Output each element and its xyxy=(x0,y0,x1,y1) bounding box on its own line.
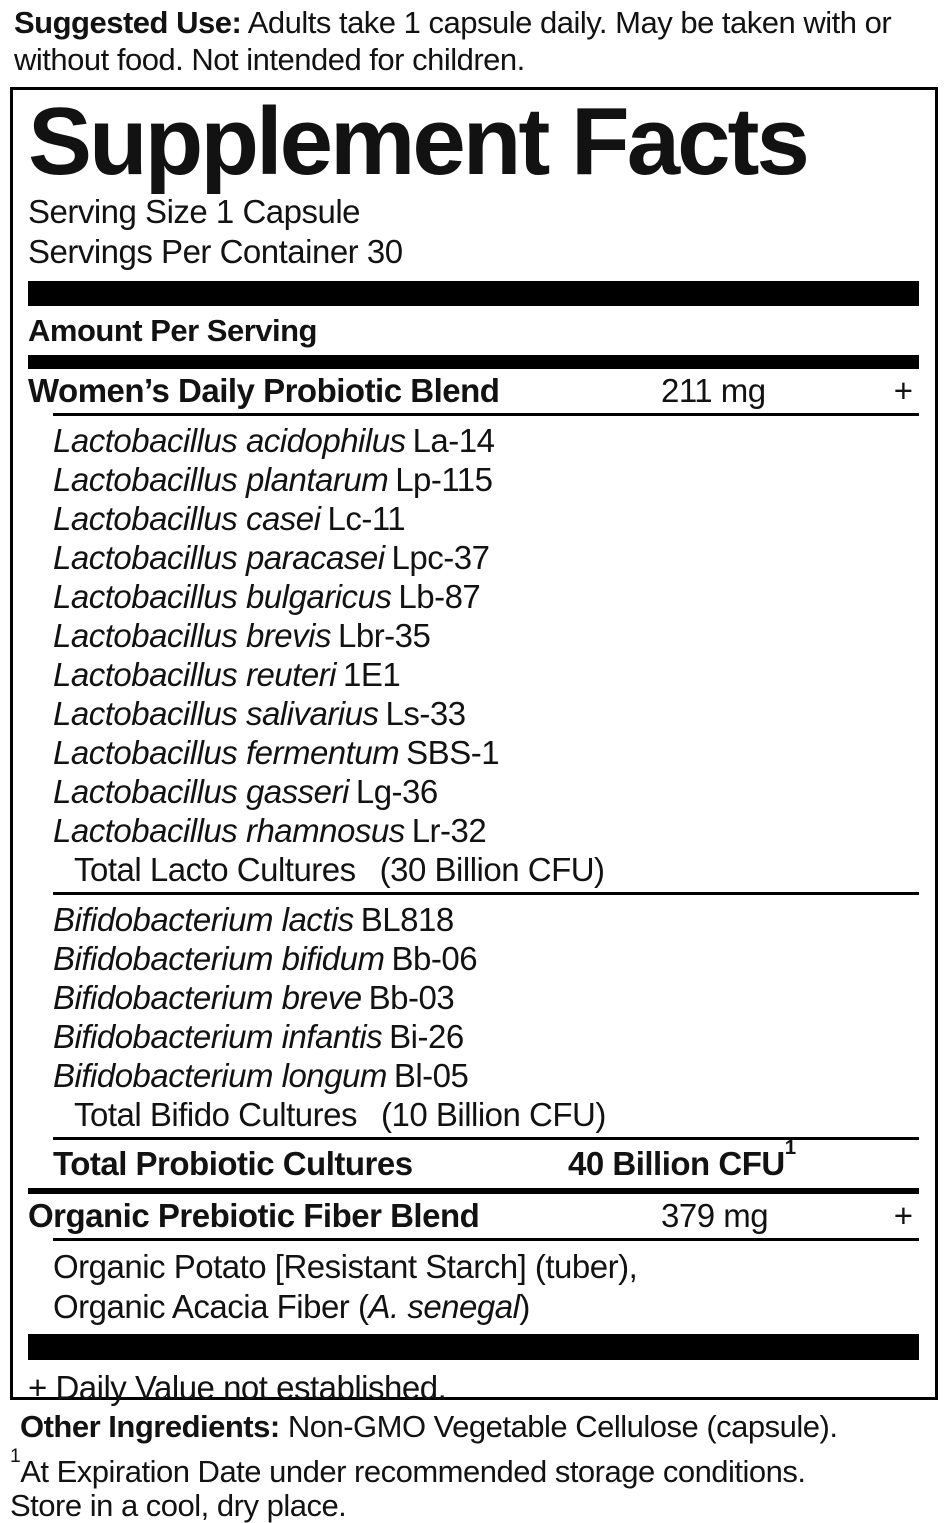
rule-under-lacto-header xyxy=(53,413,919,416)
species-row xyxy=(28,772,919,811)
total-probiotic-footnote-marker: 1 xyxy=(784,1135,796,1159)
total-lacto-cfu: (30 Billion CFU) xyxy=(379,850,605,888)
other-ingredients-label: Other Ingredients: xyxy=(20,1409,280,1444)
species-name: Lactobacillus acidophilus xyxy=(53,421,406,459)
total-probiotic-value xyxy=(568,1135,796,1185)
fiber-ingredient-line2 xyxy=(53,1287,919,1327)
bifido-species-list xyxy=(28,900,919,1095)
species-name: Lactobacillus gasseri xyxy=(53,772,349,810)
species-name: Lactobacillus paracasei xyxy=(53,538,385,576)
rule-lacto-bifido-separator xyxy=(53,892,919,895)
species-row xyxy=(28,939,919,978)
species-row xyxy=(28,811,919,850)
species-name: Bifidobacterium lactis xyxy=(53,900,354,938)
suggested-use-text: Adults take 1 capsule daily. May be taken with or without food. Not intended for children. xyxy=(14,5,892,77)
species-strain: Lb-87 xyxy=(398,577,481,615)
species-name: Bifidobacterium longum xyxy=(53,1056,387,1094)
species-row xyxy=(28,900,919,939)
species-strain: Bi-26 xyxy=(389,1017,464,1055)
species-strain: Bb-03 xyxy=(368,978,455,1016)
footnote-line1: At Expiration Date under recommended storage conditions. xyxy=(20,1454,806,1489)
species-name: Lactobacillus plantarum xyxy=(53,460,389,498)
serving-size: Serving Size 1 Capsule xyxy=(28,192,361,230)
species-name: Lactobacillus casei xyxy=(53,499,321,537)
fiber-blend-amount: 379 mg xyxy=(661,1196,769,1234)
expiration-footnote xyxy=(0,1446,948,1523)
fiber-ingredients xyxy=(28,1247,919,1327)
lacto-blend-amount: 211 mg xyxy=(661,371,766,409)
total-probiotic-row xyxy=(28,1135,919,1188)
species-strain: Lr-32 xyxy=(411,811,487,849)
footnote-marker: 1 xyxy=(10,1446,21,1468)
rule-under-fiber-header xyxy=(53,1238,919,1241)
suggested-use-label: Suggested Use: xyxy=(14,5,242,40)
species-strain: 1E1 xyxy=(343,655,401,693)
divider-bar-bottom xyxy=(28,1334,919,1360)
total-bifido-cultures xyxy=(28,1095,919,1137)
divider-bar-top xyxy=(28,281,919,306)
other-ingredients-text: Non-GMO Vegetable Cellulose (capsule). xyxy=(287,1409,838,1444)
fiber-ingredient-line1: Organic Potato [Resistant Starch] (tuber), xyxy=(53,1247,638,1285)
species-name: Bifidobacterium infantis xyxy=(53,1017,383,1055)
species-strain: Lpc-37 xyxy=(391,538,490,576)
daily-value-footnote: + Daily Value not established. xyxy=(28,1368,447,1406)
total-lacto-label: Total Lacto Cultures xyxy=(74,850,356,888)
species-row xyxy=(28,538,919,577)
species-row xyxy=(28,978,919,1017)
fiber-blend-name: Organic Prebiotic Fiber Blend xyxy=(28,1196,480,1234)
total-bifido-label: Total Bifido Cultures xyxy=(74,1095,357,1133)
suggested-use xyxy=(0,0,948,78)
species-row xyxy=(28,421,919,460)
species-row xyxy=(28,616,919,655)
lacto-blend-row xyxy=(28,369,919,413)
species-name: Lactobacillus brevis xyxy=(53,616,331,654)
species-row xyxy=(28,1056,919,1095)
total-probiotic-label: Total Probiotic Cultures xyxy=(53,1144,413,1182)
species-strain: Ls-33 xyxy=(385,694,466,732)
species-strain: Bb-06 xyxy=(391,939,478,977)
fiber-ingredient-species: A. senegal xyxy=(368,1287,520,1325)
total-probiotic-value-text: 40 Billion CFU xyxy=(568,1144,785,1182)
panel-title: Supplement Facts xyxy=(28,88,807,195)
species-strain: BL818 xyxy=(360,900,454,938)
species-name: Lactobacillus salivarius xyxy=(53,694,379,732)
divider-bar-mid xyxy=(28,355,919,369)
species-name: Bifidobacterium breve xyxy=(53,978,362,1016)
lacto-blend-name: Women’s Daily Probiotic Blend xyxy=(28,371,500,409)
other-ingredients xyxy=(0,1409,948,1445)
species-strain: Bl-05 xyxy=(393,1056,469,1094)
species-row xyxy=(28,460,919,499)
species-name: Lactobacillus reuteri xyxy=(53,655,336,693)
species-row xyxy=(28,733,919,772)
lacto-blend-dv-symbol: + xyxy=(893,371,913,409)
servings-per-container: Servings Per Container 30 xyxy=(28,232,403,270)
species-row xyxy=(28,499,919,538)
supplement-facts-panel xyxy=(10,87,938,1406)
species-row xyxy=(28,577,919,616)
fiber-ingredient-line2-post: ) xyxy=(519,1287,530,1325)
species-row xyxy=(28,694,919,733)
fiber-blend-dv-symbol: + xyxy=(893,1196,913,1234)
species-name: Lactobacillus fermentum xyxy=(53,733,400,771)
species-strain: Lg-36 xyxy=(355,772,438,810)
species-strain: Lp-115 xyxy=(395,460,493,498)
footnote-line2: Store in a cool, dry place. xyxy=(10,1488,347,1523)
species-name: Lactobacillus bulgaricus xyxy=(53,577,392,615)
species-row xyxy=(28,655,919,694)
species-strain: La-14 xyxy=(412,421,495,459)
species-strain: Lbr-35 xyxy=(337,616,431,654)
amount-per-serving-heading: Amount Per Serving xyxy=(28,312,317,348)
species-name: Lactobacillus rhamnosus xyxy=(53,811,405,849)
fiber-blend-row xyxy=(28,1194,919,1238)
species-row xyxy=(28,1017,919,1056)
species-strain: Lc-11 xyxy=(327,499,406,537)
fiber-ingredient-line2-pre: Organic Acacia Fiber ( xyxy=(53,1287,369,1325)
total-bifido-cfu: (10 Billion CFU) xyxy=(380,1095,606,1133)
species-name: Bifidobacterium bifidum xyxy=(53,939,385,977)
species-strain: SBS-1 xyxy=(406,733,500,771)
total-lacto-cultures xyxy=(28,850,919,892)
lacto-species-list xyxy=(28,421,919,850)
